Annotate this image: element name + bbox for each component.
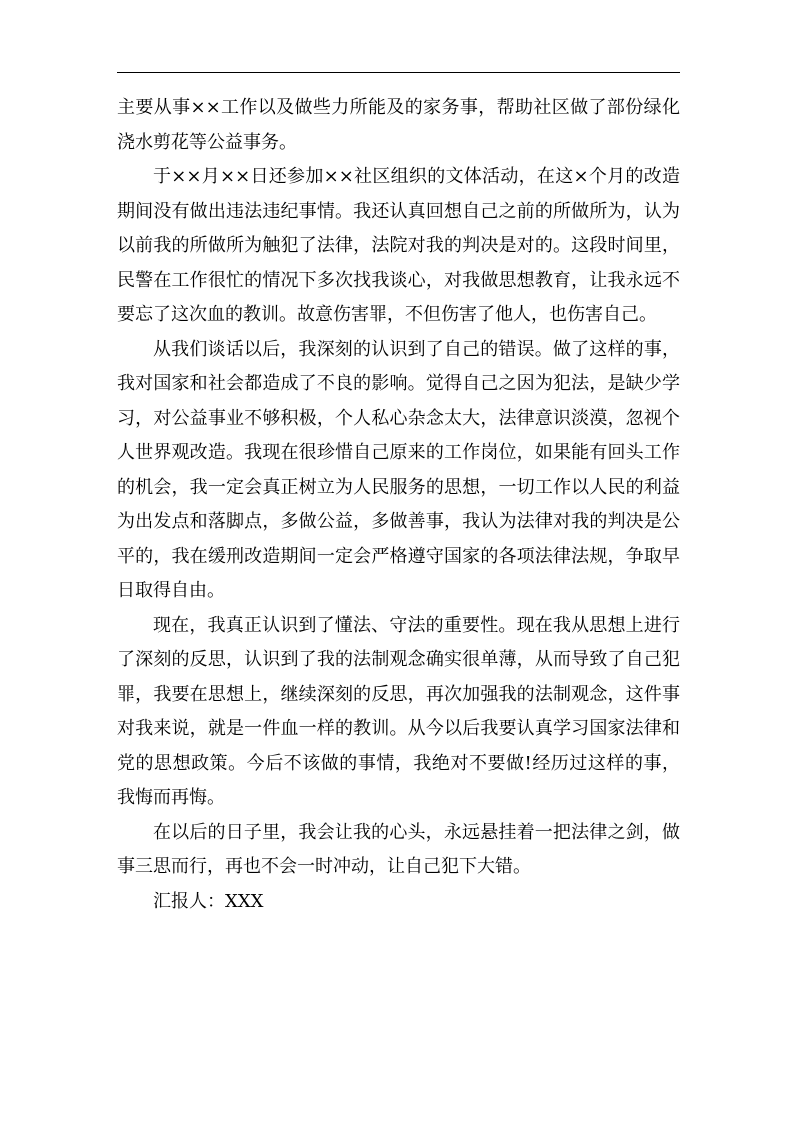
paragraph-reflection: 从我们谈话以后，我深刻的认识到了自己的错误。做了这样的事，我对国家和社会都造成了不良的影响。觉得自己之因为犯法，是缺少学习，对公益事业不够积极，个人私心杂念太大，法律意识淡漠，忽视个人世界观改造。我现在很珍惜自己原来的工作岗位，如果能有回头工作的机会，我一定会真正树立为人民服务的思想，一切工作以人民的利益为出发点和落脚点，多做公益，多做善事，我认为法律对我的判决是公平的，我在缓刑改造期间一定会严格遵守国家的各项法律法规，争取早日取得自由。 (117, 338, 680, 601)
document-body (117, 91, 680, 919)
paragraph-activities: 于××月××日还参加××社区组织的文体活动，在这×个月的改造期间没有做出违法违纪事情。我还认真回想自己之前的所做所为，认为以前我的所做所为触犯了法律，法院对我的判决是对的。这段时间里，民警在工作很忙的情况下多次找我谈心，对我做思想教育，让我永远不要忘了这次血的教训。故意伤害罪，不但伤害了他人，也伤害自己。 (117, 166, 680, 325)
header-rule (117, 72, 680, 73)
signature-line: 汇报人：XXX (153, 890, 264, 912)
paragraph-law-awareness: 现在，我真正认识到了懂法、守法的重要性。现在我从思想上进行了深刻的反思，认识到了我的法制观念确实很单薄，从而导致了自己犯罪，我要在思想上，继续深刻的反思，再次加强我的法制观念，这件事对我来说，就是一件血一样的教训。从今以后我要认真学习国家法律和党的思想政策。今后不该做的事情，我绝对不要做!经历过这样的事，我悔而再悔。 (117, 614, 680, 808)
paragraph-continuation: 主要从事××工作以及做些力所能及的家务事，帮助社区做了部份绿化浇水剪花等公益事务。 (117, 97, 680, 153)
paragraph-resolution: 在以后的日子里，我会让我的心头，永远悬挂着一把法律之剑，做事三思而行，再也不会一时冲动，让自己犯下大错。 (117, 821, 680, 877)
